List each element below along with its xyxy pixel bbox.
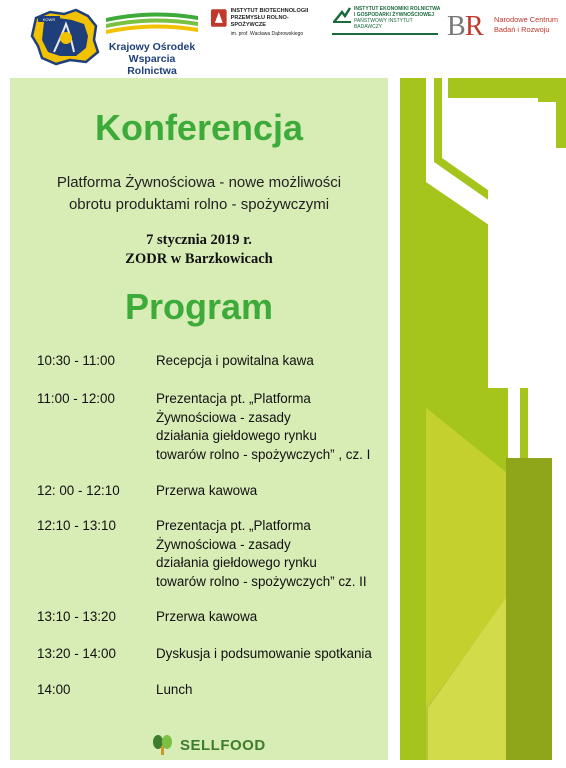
agenda-time: 13:20 - 14:00 xyxy=(37,646,116,661)
program-title: Program xyxy=(124,286,274,327)
ncbr-logo xyxy=(445,8,563,42)
ncbr-line1: Narodowe Centrum xyxy=(494,15,559,24)
agenda-line: Prezentacja pt. „Platforma xyxy=(156,518,311,533)
agenda-line: Lunch xyxy=(156,682,193,697)
agenda-time: 11:00 - 12:00 xyxy=(37,391,115,406)
agenda-time: 13:10 - 13:20 xyxy=(37,609,116,624)
ibprs-emblem-icon xyxy=(210,8,228,28)
conference-subtitle xyxy=(10,172,388,216)
wheat-icon xyxy=(150,734,176,756)
sellfood-brand: SELLFOOD xyxy=(180,736,266,754)
agenda-description xyxy=(156,482,392,501)
agenda-line: Dyskusja i podsumowanie spotkania xyxy=(156,646,372,661)
agenda-line: Przerwa kawowa xyxy=(156,609,258,624)
ierigz-logo xyxy=(332,6,442,35)
kowr-name-line1: Krajowy Ośrodek xyxy=(108,41,196,53)
agenda-description xyxy=(156,352,392,371)
ierigz-line2: I GOSPODARKI ŻYWNOŚCIOWEJ xyxy=(353,12,434,18)
agenda-line: Recepcja i powitalna kawa xyxy=(156,353,314,368)
ibprs-logo xyxy=(210,8,322,37)
agenda-line: działania giełdowego rynku xyxy=(156,555,317,570)
kowr-map-logo xyxy=(30,8,102,66)
ibprs-line1: INSTYTUT BIOTECHNOLOGII xyxy=(230,8,309,14)
agenda-line: działania giełdowego rynku xyxy=(156,428,317,443)
agenda-time: 12:10 - 13:10 xyxy=(37,518,116,533)
conference-title: Konferencja xyxy=(94,107,304,148)
ierigz-emblem-icon xyxy=(332,6,352,24)
event-date: 7 stycznia 2019 r. xyxy=(146,232,252,248)
kowr-stripes-icon xyxy=(106,10,198,36)
agenda-time: 14:00 xyxy=(37,682,71,697)
agenda-description xyxy=(156,390,392,464)
ierigz-line1: INSTYTUT EKONOMIKI ROLNICTWA xyxy=(353,6,441,12)
decorative-stripes xyxy=(388,78,566,760)
agenda-time: 10:30 - 11:00 xyxy=(37,353,115,368)
ncbr-line2: Badań i Rozwoju xyxy=(494,25,550,34)
ierigz-divider xyxy=(332,33,438,35)
svg-text:B: B xyxy=(447,11,466,42)
event-place: ZODR w Barzkowicach xyxy=(125,251,273,267)
agenda-description xyxy=(156,517,392,591)
subtitle-line1: Platforma Żywnościowa - nowe możliwości xyxy=(56,174,342,191)
agenda-description xyxy=(156,608,392,627)
agenda-line: Przerwa kawowa xyxy=(156,483,258,498)
ibprs-line3: im. prof. Wacława Dąbrowskiego xyxy=(230,31,304,37)
sellfood-logo xyxy=(150,734,266,756)
agenda-line: Żywnościowa - zasady xyxy=(156,536,291,552)
ibprs-line2: PRZEMYSŁU ROLNO-SPOŻYWCZE xyxy=(230,15,289,28)
agenda-description xyxy=(156,681,392,700)
agenda-line: towarów rolno - spożywczych” cz. II xyxy=(156,573,367,589)
kowr-name-line2: Wsparcia Rolnictwa xyxy=(127,53,177,77)
agenda-time: 12: 00 - 12:10 xyxy=(37,483,120,498)
agenda-line: Prezentacja pt. „Platforma xyxy=(156,391,311,406)
agenda-description xyxy=(156,645,392,664)
agenda-line: Żywnościowa - zasady xyxy=(156,409,291,425)
logo-strip xyxy=(0,0,566,78)
ierigz-line3: PAŃSTWOWY INSTYTUT BADAWCZY xyxy=(353,18,413,30)
kowr-logo xyxy=(106,10,198,77)
svg-text:R: R xyxy=(465,11,484,42)
subtitle-line2: obrotu produktami rolno - spożywczymi xyxy=(68,196,330,213)
ncbr-mark-icon xyxy=(445,8,489,42)
agenda-line: towarów rolno - spożywczych” , cz. I xyxy=(156,446,371,462)
kowr-map-label: KOWR xyxy=(42,17,56,22)
